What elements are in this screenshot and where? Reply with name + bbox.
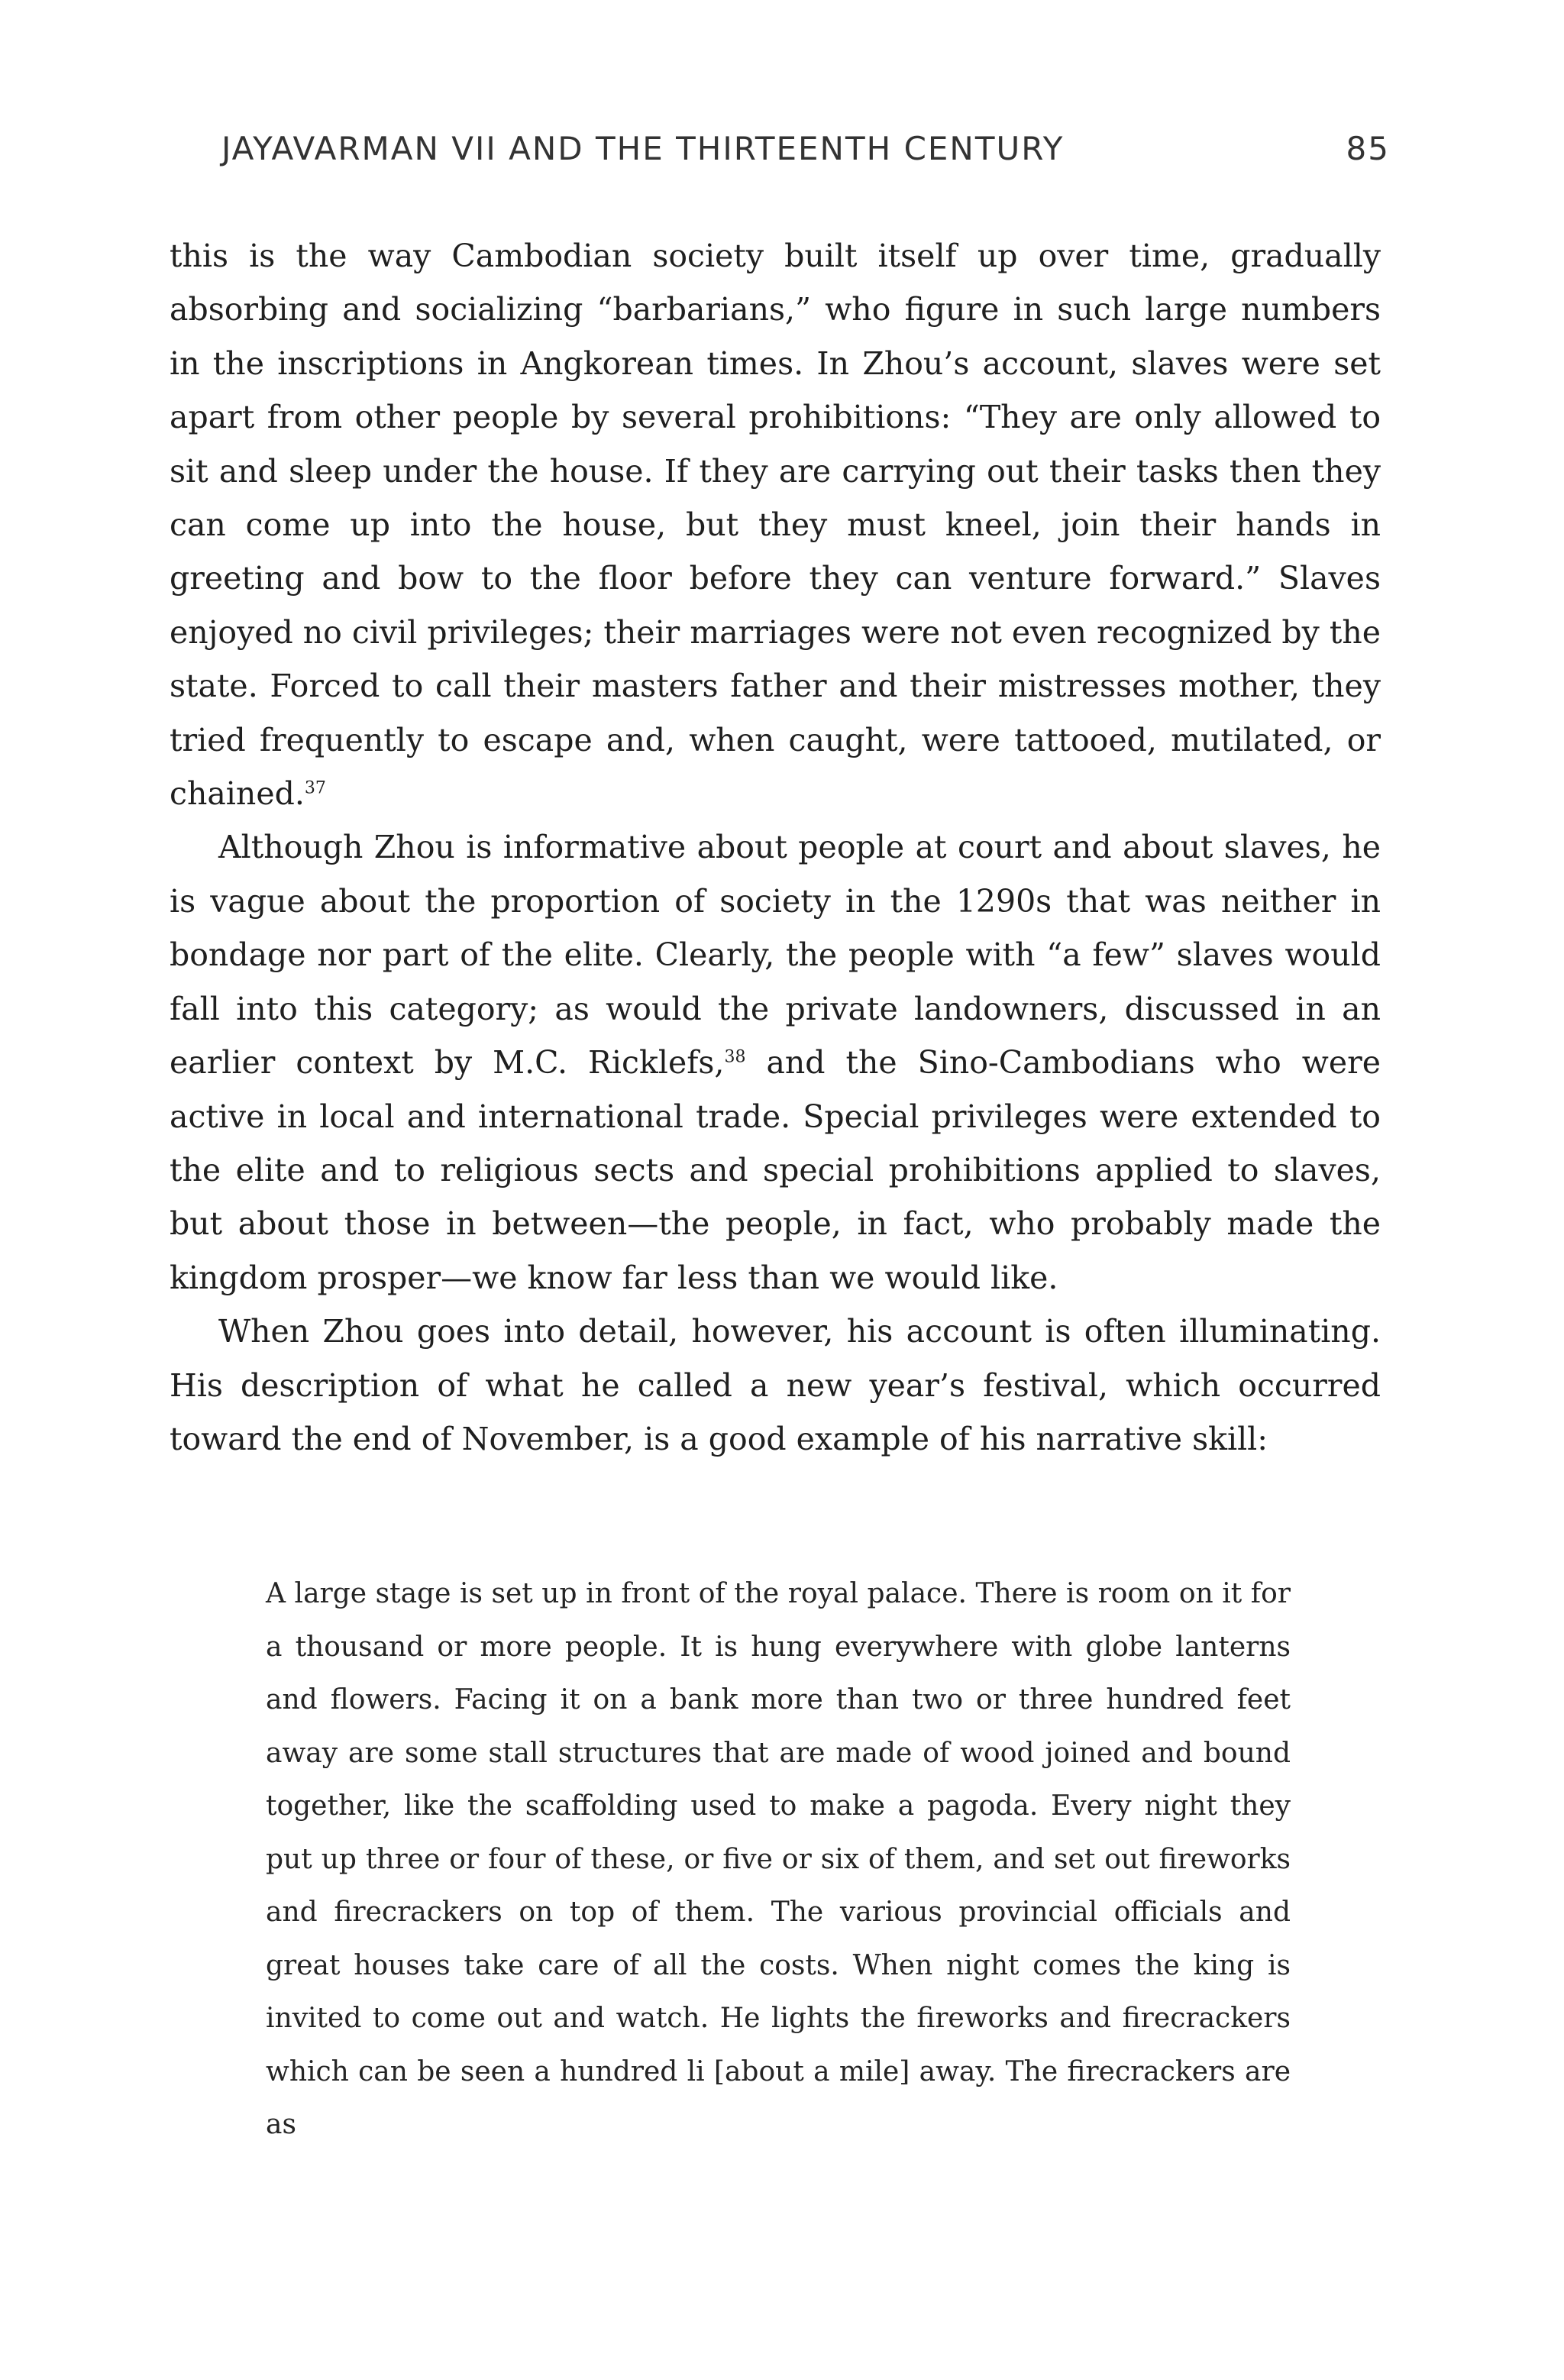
footnote-ref-38: 38 — [724, 1047, 746, 1067]
footnote-ref-37: 37 — [304, 778, 326, 798]
running-head — [221, 130, 1390, 176]
page-number: 85 — [1346, 130, 1390, 167]
body-text — [170, 229, 1381, 1466]
paragraph-3 — [170, 1305, 1381, 1466]
paragraph-1 — [170, 229, 1381, 820]
paragraph-1-text: this is the way Cambodian society built itself up over time, gradually absorbing and socializing “barbarians,” who figure in such large numbers in the inscriptions in Angkorean times. In Zhou’s account, slaves were set apart from other people by several prohibitions: “They are only allowed to sit and sleep under the house. If they are carrying out their tasks then they can come up into the house, but they must kneel, join their hands in greeting and bow to the floor before they can venture forward.” Slaves enjoyed no civil privileges; their marriages were not even recognized by the state. Forced to call their masters father and their mistresses mother, they tried frequently to escape and, when caught, were tattooed, mutilated, or chained. — [170, 238, 1381, 813]
block-quote-text: A large stage is set up in front of the royal palace. There is room on it for a thousand or more people. It is hung everywhere with globe lanterns and flowers. Facing it on a bank more than two or three hundred feet away are some stall structures that are made of wood joined and bound together, like the scaffolding used to make a pagoda. Every night they put up three or four of these, or five or six of them, and set out fireworks and firecrackers on top of them. The various provincial officials and great houses take care of all the costs. When night comes the king is invited to come out and watch. He lights the fireworks and firecrackers which can be seen a hundred li [about a mile] away. The firecrackers are as — [266, 1578, 1291, 2140]
running-title: JAYAVARMAN VII AND THE THIRTEENTH CENTURY — [221, 130, 1065, 167]
paragraph-2-text-a: Although Zhou is informative about people at court and about slaves, he is vague about the proportion of society in the 1290s that was neither in bondage nor part of the elite. Clearly, the people with “a few” slaves would fall into this category; as would the private landowners, discussed in an earlier context by M.C. Ricklefs, — [170, 829, 1381, 1082]
paragraph-2-text-b: and the Sino-Cambodians who were active in local and international trade. Special privileges were extended to the elite and to religious sects and special prohibitions applied to slaves, but about those in between—the people, in fact, who probably made the kingdom prosper—we know far less than we would like. — [170, 1044, 1381, 1296]
block-quote — [266, 1567, 1291, 2152]
paragraph-2 — [170, 820, 1381, 1305]
paragraph-3-text: When Zhou goes into detail, however, his account is often illuminating. His description of what he called a new year’s festival, which occurred toward the end of November, is a good example of his narrative skill: — [170, 1313, 1381, 1457]
